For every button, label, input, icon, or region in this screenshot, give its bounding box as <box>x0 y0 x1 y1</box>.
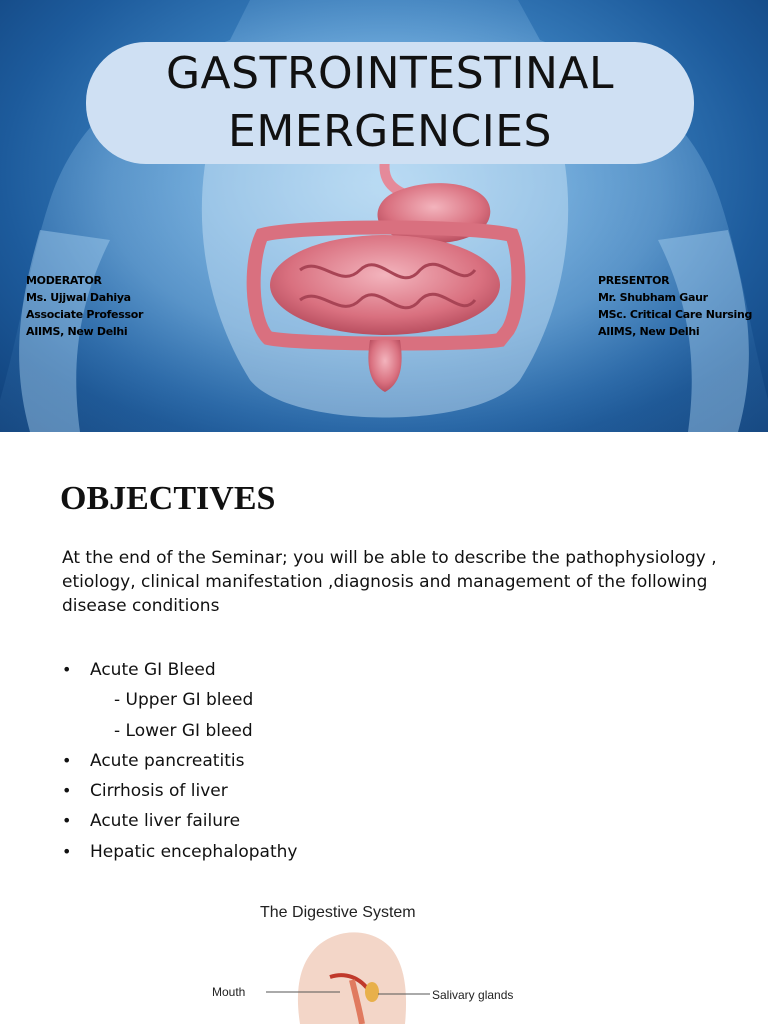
presentor-name: Mr. Shubham Gaur <box>598 291 708 304</box>
title-banner <box>86 42 694 164</box>
list-item: • Hepatic encephalopathy <box>62 837 297 867</box>
digestive-system-diagram <box>0 432 768 1024</box>
presentor-block <box>598 272 752 340</box>
title-line-2: EMERGENCIES <box>228 106 552 157</box>
moderator-institution: AIIMS, New Delhi <box>26 325 128 338</box>
presentor-role: MSc. Critical Care Nursing <box>598 308 753 321</box>
moderator-name: Ms. Ujjwal Dahiya <box>26 291 131 304</box>
diagram-label-mouth: Mouth <box>212 985 246 999</box>
moderator-heading: MODERATOR <box>26 274 102 287</box>
list-item: - Lower GI bleed <box>114 720 253 741</box>
presentor-institution: AIIMS, New Delhi <box>598 325 700 338</box>
title-slide <box>0 0 768 432</box>
diagram-title: The Digestive System <box>260 904 416 921</box>
list-item: • Acute liver failure <box>62 806 297 836</box>
moderator-block <box>26 272 143 340</box>
title-line-1: GASTROINTESTINAL <box>165 48 615 99</box>
diagram-label-salivary: Salivary glands <box>432 988 514 1002</box>
objectives-intro: At the end of the Seminar; you will be able to describe the pathophysiology , etiology, clinical manifestation ,diagnosis and management of the following disease conditions <box>62 548 717 616</box>
list-item: • Acute pancreatitis <box>62 746 297 776</box>
moderator-role: Associate Professor <box>26 308 144 321</box>
objectives-slide <box>0 432 768 1024</box>
objectives-heading: OBJECTIVES <box>60 480 276 517</box>
presentor-heading: PRESENTOR <box>598 274 670 287</box>
list-item: - Upper GI bleed <box>114 690 254 711</box>
list-item: • Acute GI Bleed <box>62 655 297 685</box>
list-item: • Cirrhosis of liver <box>62 776 297 806</box>
